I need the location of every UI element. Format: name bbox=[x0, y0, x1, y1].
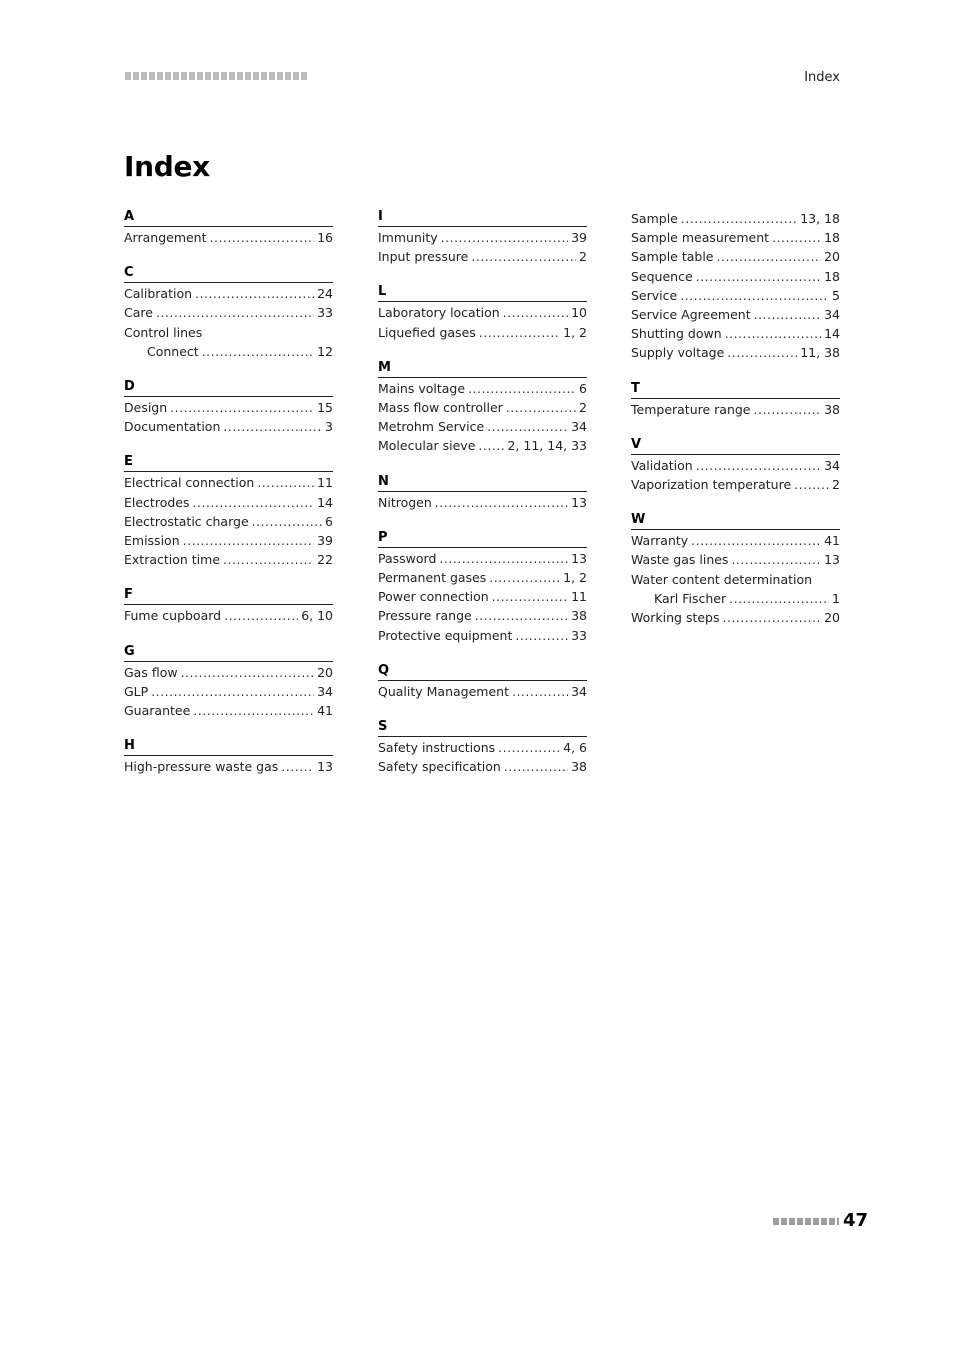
index-term: Documentation bbox=[124, 419, 221, 435]
dot-leader bbox=[151, 682, 314, 701]
index-page-ref: 5 bbox=[832, 287, 840, 303]
index-section bbox=[378, 663, 587, 701]
index-page-ref: 13 bbox=[317, 759, 333, 775]
index-letter-heading: P bbox=[378, 530, 587, 548]
index-page-ref: 34 bbox=[824, 457, 840, 473]
index-page-ref: 18 bbox=[824, 230, 840, 246]
page-number: 47 bbox=[842, 1210, 868, 1231]
index-term: Temperature range bbox=[631, 401, 751, 417]
index-term: Sequence bbox=[631, 268, 693, 284]
index-entry bbox=[124, 284, 333, 303]
running-header-title: Index bbox=[804, 70, 840, 85]
footer-decoration bbox=[773, 1218, 839, 1225]
index-page-ref: 33 bbox=[571, 627, 587, 643]
index-term: Sample table bbox=[631, 249, 714, 265]
index-term: Input pressure bbox=[378, 249, 469, 265]
index-section bbox=[378, 719, 587, 776]
index-entry bbox=[631, 267, 840, 286]
index-term: Electrical connection bbox=[124, 475, 255, 491]
index-page-ref: 39 bbox=[571, 230, 587, 245]
index-section bbox=[378, 209, 587, 266]
index-page-ref: 38 bbox=[824, 401, 840, 417]
index-letter-heading: W bbox=[631, 512, 840, 530]
index-letter-heading: V bbox=[631, 437, 840, 455]
index-page-ref: 41 bbox=[317, 703, 333, 719]
index-entry bbox=[378, 757, 587, 776]
index-letter-heading: D bbox=[124, 379, 333, 397]
index-page-ref: 20 bbox=[317, 664, 333, 680]
index-section bbox=[124, 644, 333, 721]
index-entry bbox=[631, 456, 840, 475]
index-letter-heading: E bbox=[124, 454, 333, 472]
dot-leader bbox=[515, 626, 568, 645]
index-entry bbox=[631, 570, 840, 589]
index-entry bbox=[124, 473, 333, 492]
index-entry bbox=[631, 324, 840, 343]
dot-leader bbox=[512, 682, 568, 701]
dot-leader bbox=[492, 587, 568, 606]
index-page-ref: 34 bbox=[824, 307, 840, 323]
dot-leader bbox=[475, 606, 568, 625]
index-entry bbox=[124, 512, 333, 531]
dot-leader bbox=[479, 323, 560, 342]
index-entry bbox=[124, 550, 333, 569]
index-entry bbox=[124, 342, 333, 361]
dot-leader bbox=[772, 228, 821, 247]
index-letter-heading: N bbox=[378, 474, 587, 492]
index-letter-heading: S bbox=[378, 719, 587, 737]
index-entry bbox=[631, 400, 840, 419]
dot-leader bbox=[723, 608, 822, 627]
index-entry bbox=[631, 589, 840, 608]
index-entry bbox=[124, 701, 333, 720]
index-entry bbox=[378, 247, 587, 266]
dot-leader bbox=[731, 550, 821, 569]
index-entry bbox=[378, 398, 587, 417]
index-term: Guarantee bbox=[124, 703, 191, 719]
index-term: Service Agreement bbox=[631, 307, 751, 323]
dot-leader bbox=[691, 531, 821, 550]
index-term: Supply voltage bbox=[631, 345, 725, 361]
index-entry bbox=[378, 626, 587, 645]
index-page-ref: 13 bbox=[571, 550, 587, 566]
dot-leader bbox=[435, 493, 568, 512]
dot-leader bbox=[754, 400, 822, 419]
index-page-ref: 14 bbox=[824, 326, 840, 342]
index-term: Mains voltage bbox=[378, 380, 466, 396]
index-term: Warranty bbox=[631, 533, 689, 549]
index-term: Liquefied gases bbox=[378, 324, 476, 340]
index-term: Shutting down bbox=[631, 326, 722, 342]
index-section bbox=[378, 474, 587, 512]
index-letter-heading: C bbox=[124, 265, 333, 283]
index-column-3 bbox=[631, 209, 840, 645]
dot-leader bbox=[504, 757, 568, 776]
index-letter-heading: H bbox=[124, 738, 333, 756]
index-term: Service bbox=[631, 287, 678, 303]
index-term: Laboratory location bbox=[378, 305, 500, 321]
index-entry bbox=[378, 568, 587, 587]
index-entry bbox=[378, 493, 587, 512]
index-entry bbox=[378, 606, 587, 625]
dot-leader bbox=[489, 568, 560, 587]
index-section bbox=[631, 512, 840, 627]
dot-leader bbox=[210, 228, 315, 247]
index-section bbox=[631, 209, 840, 363]
index-page-ref: 13, 18 bbox=[800, 211, 840, 226]
index-term: Waste gas lines bbox=[631, 552, 729, 568]
index-section bbox=[378, 360, 587, 456]
index-entry bbox=[631, 608, 840, 627]
index-term: Mass flow controller bbox=[378, 400, 503, 416]
index-page-ref: 18 bbox=[824, 268, 840, 284]
index-letter-heading: A bbox=[124, 209, 333, 227]
index-term: Password bbox=[378, 550, 437, 566]
index-term: Connect bbox=[147, 343, 199, 359]
dot-leader bbox=[503, 303, 568, 322]
dot-leader bbox=[498, 738, 560, 757]
index-section bbox=[631, 381, 840, 419]
index-entry bbox=[631, 475, 840, 494]
index-entry bbox=[378, 303, 587, 322]
index-term: Validation bbox=[631, 457, 693, 473]
dot-leader bbox=[727, 343, 797, 362]
dot-leader bbox=[754, 305, 822, 324]
index-page-ref: 20 bbox=[824, 249, 840, 265]
index-entry bbox=[124, 493, 333, 512]
dot-leader bbox=[193, 493, 315, 512]
index-page-ref: 22 bbox=[317, 552, 333, 568]
index-term: Nitrogen bbox=[378, 494, 432, 510]
index-term: Power connection bbox=[378, 589, 489, 605]
dot-leader bbox=[202, 342, 314, 361]
index-page-ref: 2, 11, 14, 33 bbox=[507, 438, 587, 454]
index-page-ref: 20 bbox=[824, 610, 840, 626]
dot-leader bbox=[193, 701, 314, 720]
index-entry bbox=[124, 323, 333, 342]
index-entry bbox=[378, 587, 587, 606]
dot-leader bbox=[729, 589, 829, 608]
index-term: High-pressure waste gas bbox=[124, 759, 279, 775]
index-page-ref: 34 bbox=[317, 683, 333, 699]
index-column-1 bbox=[124, 209, 333, 794]
index-letter-heading: M bbox=[378, 360, 587, 378]
index-page-ref: 2 bbox=[832, 477, 840, 493]
index-term: Care bbox=[124, 305, 153, 321]
index-page-ref: 34 bbox=[571, 683, 587, 699]
index-term: Molecular sieve bbox=[378, 438, 476, 454]
index-section bbox=[378, 530, 587, 645]
index-page-ref: 33 bbox=[317, 305, 333, 321]
header-decoration bbox=[125, 72, 307, 80]
index-term: Quality Management bbox=[378, 683, 509, 699]
dot-leader bbox=[506, 398, 576, 417]
index-term: Fume cupboard bbox=[124, 608, 222, 624]
index-term: Safety specification bbox=[378, 759, 501, 775]
dot-leader bbox=[468, 379, 576, 398]
index-entry bbox=[124, 757, 333, 776]
index-entry bbox=[378, 436, 587, 455]
index-section bbox=[124, 587, 333, 625]
dot-leader bbox=[681, 209, 797, 228]
index-page-ref: 6 bbox=[579, 380, 587, 396]
index-term: Immunity bbox=[378, 230, 438, 245]
index-entry bbox=[378, 323, 587, 342]
index-section bbox=[378, 284, 587, 341]
index-entry bbox=[124, 606, 333, 625]
dot-leader bbox=[252, 512, 322, 531]
index-entry bbox=[124, 398, 333, 417]
index-entry bbox=[124, 417, 333, 436]
dot-leader bbox=[717, 247, 822, 266]
index-entry bbox=[124, 663, 333, 682]
index-entry bbox=[378, 738, 587, 757]
index-page-ref: 15 bbox=[317, 400, 333, 416]
dot-leader bbox=[794, 475, 829, 494]
index-page-ref: 11, 38 bbox=[800, 345, 840, 361]
index-page-ref: 12 bbox=[317, 343, 333, 359]
index-entry bbox=[631, 286, 840, 305]
index-page-ref: 13 bbox=[571, 494, 587, 510]
dot-leader bbox=[223, 417, 322, 436]
index-term: Permanent gases bbox=[378, 570, 487, 586]
index-letter-heading: Q bbox=[378, 663, 587, 681]
index-section bbox=[124, 738, 333, 776]
index-term: Electrostatic charge bbox=[124, 513, 249, 529]
index-page-ref: 6, 10 bbox=[301, 608, 333, 624]
index-page-ref: 2 bbox=[579, 400, 587, 416]
index-entry bbox=[124, 531, 333, 550]
dot-leader bbox=[223, 550, 314, 569]
index-page-ref: 16 bbox=[317, 230, 333, 245]
index-page-ref: 1, 2 bbox=[563, 570, 587, 586]
index-term: Water content determination bbox=[631, 571, 813, 587]
index-section bbox=[631, 437, 840, 494]
dot-leader bbox=[170, 398, 314, 417]
dot-leader bbox=[156, 303, 314, 322]
index-term: Design bbox=[124, 400, 168, 416]
index-term: Gas flow bbox=[124, 664, 178, 680]
index-term: GLP bbox=[124, 683, 149, 699]
index-page-ref: 41 bbox=[824, 533, 840, 549]
index-term: Safety instructions bbox=[378, 740, 496, 756]
index-entry bbox=[631, 343, 840, 362]
dot-leader bbox=[478, 436, 504, 455]
index-page-ref: 11 bbox=[571, 589, 587, 605]
index-entry bbox=[124, 228, 333, 247]
index-page-ref: 4, 6 bbox=[563, 740, 587, 756]
index-entry bbox=[378, 549, 587, 568]
index-entry bbox=[631, 209, 840, 228]
index-entry bbox=[378, 228, 587, 247]
index-page-ref: 3 bbox=[325, 419, 333, 435]
index-term: Arrangement bbox=[124, 230, 207, 245]
index-page-ref: 34 bbox=[571, 419, 587, 435]
index-entry bbox=[631, 228, 840, 247]
dot-leader bbox=[281, 757, 314, 776]
dot-leader bbox=[487, 417, 568, 436]
index-page-ref: 39 bbox=[317, 533, 333, 549]
dot-leader bbox=[195, 284, 314, 303]
dot-leader bbox=[224, 606, 298, 625]
dot-leader bbox=[257, 473, 314, 492]
index-entry bbox=[378, 682, 587, 701]
index-page-ref: 24 bbox=[317, 286, 333, 302]
index-entry bbox=[631, 550, 840, 569]
index-entry bbox=[631, 531, 840, 550]
index-term: Sample measurement bbox=[631, 230, 770, 246]
dot-leader bbox=[680, 286, 829, 305]
index-letter-heading: F bbox=[124, 587, 333, 605]
dot-leader bbox=[696, 267, 821, 286]
index-entry bbox=[124, 303, 333, 322]
index-term: Protective equipment bbox=[378, 627, 513, 643]
dot-leader bbox=[181, 663, 315, 682]
index-term: Pressure range bbox=[378, 608, 472, 624]
index-section bbox=[124, 379, 333, 436]
index-term: Extraction time bbox=[124, 552, 221, 568]
index-term: Vaporization temperature bbox=[631, 477, 792, 493]
index-letter-heading: L bbox=[378, 284, 587, 302]
index-entry bbox=[124, 682, 333, 701]
dot-leader bbox=[183, 531, 314, 550]
dot-leader bbox=[439, 549, 568, 568]
index-term: Sample bbox=[631, 211, 678, 226]
index-letter-heading: T bbox=[631, 381, 840, 399]
index-entry bbox=[378, 379, 587, 398]
index-entry bbox=[631, 247, 840, 266]
index-page-ref: 2 bbox=[579, 249, 587, 265]
index-entry bbox=[378, 417, 587, 436]
index-term: Metrohm Service bbox=[378, 419, 485, 435]
index-section bbox=[124, 454, 333, 569]
dot-leader bbox=[441, 228, 568, 247]
index-page-ref: 13 bbox=[824, 552, 840, 568]
index-term: Emission bbox=[124, 533, 180, 549]
index-term: Karl Fischer bbox=[654, 590, 727, 606]
index-section bbox=[124, 265, 333, 361]
index-entry bbox=[631, 305, 840, 324]
index-page-ref: 1 bbox=[832, 590, 840, 606]
index-term: Control lines bbox=[124, 324, 203, 340]
dot-leader bbox=[696, 456, 821, 475]
index-letter-heading: G bbox=[124, 644, 333, 662]
dot-leader bbox=[725, 324, 821, 343]
index-page-ref: 14 bbox=[317, 494, 333, 510]
index-page-ref: 38 bbox=[571, 759, 587, 775]
index-page-ref: 6 bbox=[325, 513, 333, 529]
index-section bbox=[124, 209, 333, 247]
dot-leader bbox=[471, 247, 576, 266]
index-letter-heading: I bbox=[378, 209, 587, 227]
index-page-ref: 38 bbox=[571, 608, 587, 624]
page-title: Index bbox=[124, 150, 210, 183]
index-term: Working steps bbox=[631, 610, 720, 626]
index-column-2 bbox=[378, 209, 587, 794]
index-page-ref: 10 bbox=[571, 305, 587, 321]
index-page-ref: 11 bbox=[317, 475, 333, 491]
index-term: Calibration bbox=[124, 286, 193, 302]
index-page-ref: 1, 2 bbox=[563, 324, 587, 340]
index-term: Electrodes bbox=[124, 494, 190, 510]
